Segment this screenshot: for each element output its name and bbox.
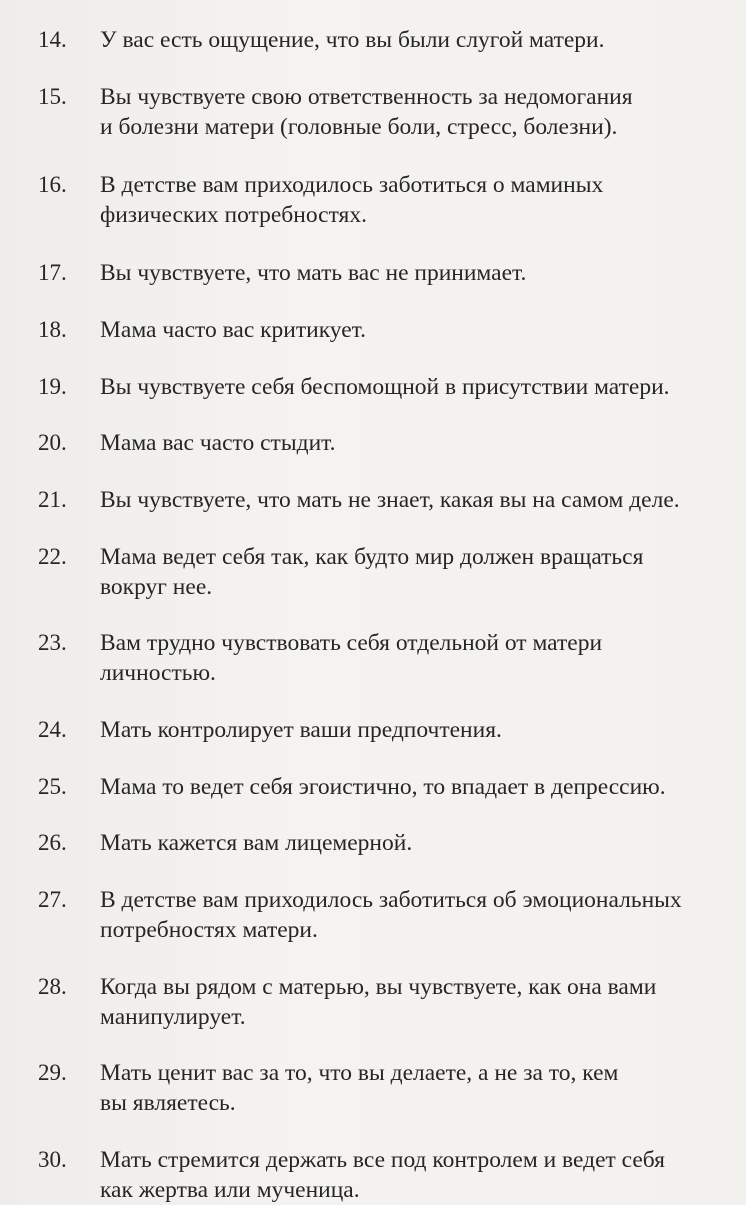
item-text-line: В детстве вам приходилось заботиться о маминых bbox=[100, 172, 604, 198]
item-text-line: вокруг нее. bbox=[100, 574, 213, 600]
item-text-line: физических потребностях. bbox=[100, 202, 367, 228]
item-text bbox=[100, 1145, 746, 1205]
item-text-line: манипулирует. bbox=[100, 1004, 246, 1030]
item-text-line: Мать стремится держать все под контролем и ведет себя bbox=[100, 1147, 665, 1173]
item-text bbox=[100, 258, 746, 288]
item-text-line: Вы чувствуете себя беспомощной в присутствии матери. bbox=[100, 374, 670, 400]
item-number: 16. bbox=[38, 172, 67, 197]
item-text bbox=[100, 372, 746, 402]
item-text-line: Вам трудно чувствовать себя отдельной от матери bbox=[100, 630, 603, 656]
item-text bbox=[100, 772, 746, 802]
item-number: 27. bbox=[38, 887, 67, 912]
item-number: 25. bbox=[38, 774, 67, 799]
item-text-line: вы являетесь. bbox=[100, 1090, 236, 1116]
item-text-line: и болезни матери (головные боли, стресс, болезни). bbox=[100, 114, 618, 140]
item-number: 15. bbox=[38, 84, 67, 109]
item-text-line: Мама ведет себя так, как будто мир должен вращаться bbox=[100, 544, 644, 570]
item-text-line: Мама вас часто стыдит. bbox=[100, 430, 336, 456]
item-text-line: личностью. bbox=[100, 660, 216, 686]
item-text-line: потребностях матери. bbox=[100, 917, 318, 943]
item-text bbox=[100, 25, 746, 55]
item-text-line: Мать контролирует ваши предпочтения. bbox=[100, 717, 502, 743]
item-number: 18. bbox=[38, 317, 67, 342]
item-text bbox=[100, 315, 746, 345]
item-number: 24. bbox=[38, 717, 67, 742]
item-text bbox=[100, 542, 746, 602]
item-number: 19. bbox=[38, 374, 67, 399]
item-text bbox=[100, 885, 746, 945]
item-number: 21. bbox=[38, 487, 67, 512]
item-text bbox=[100, 1058, 746, 1118]
item-text bbox=[100, 485, 746, 515]
item-text bbox=[100, 715, 746, 745]
item-text-line: Вы чувствуете, что мать вас не принимает. bbox=[100, 260, 527, 286]
item-number: 20. bbox=[38, 430, 67, 455]
item-text-line: Вы чувствуете свою ответственность за недомогания bbox=[100, 84, 633, 110]
item-text-line: Мать кажется вам лицемерной. bbox=[100, 830, 413, 856]
item-number: 22. bbox=[38, 544, 67, 569]
item-text bbox=[100, 82, 746, 142]
item-text bbox=[100, 170, 746, 230]
item-text-line: Вы чувствуете, что мать не знает, какая вы на самом деле. bbox=[100, 487, 680, 513]
item-text bbox=[100, 972, 746, 1032]
item-number: 30. bbox=[38, 1147, 67, 1172]
item-text bbox=[100, 428, 746, 458]
item-number: 23. bbox=[38, 630, 67, 655]
item-number: 28. bbox=[38, 974, 67, 999]
item-text-line: У вас есть ощущение, что вы были слугой матери. bbox=[100, 27, 605, 53]
item-number: 26. bbox=[38, 830, 67, 855]
item-number: 14. bbox=[38, 27, 67, 52]
item-text-line: Мама то ведет себя эгоистично, то впадает в депрессию. bbox=[100, 774, 666, 800]
item-text-line: как жертва или мученица. bbox=[100, 1177, 360, 1203]
item-text-line: Мать ценит вас за то, что вы делаете, а не за то, кем bbox=[100, 1060, 619, 1086]
item-number: 29. bbox=[38, 1060, 67, 1085]
item-text bbox=[100, 628, 746, 688]
item-text-line: Мама часто вас критикует. bbox=[100, 317, 367, 343]
item-text-line: Когда вы рядом с матерью, вы чувствуете, как она вами bbox=[100, 974, 657, 1000]
item-text bbox=[100, 828, 746, 858]
item-text-line: В детстве вам приходилось заботиться об эмоциональных bbox=[100, 887, 682, 913]
item-number: 17. bbox=[38, 260, 67, 285]
